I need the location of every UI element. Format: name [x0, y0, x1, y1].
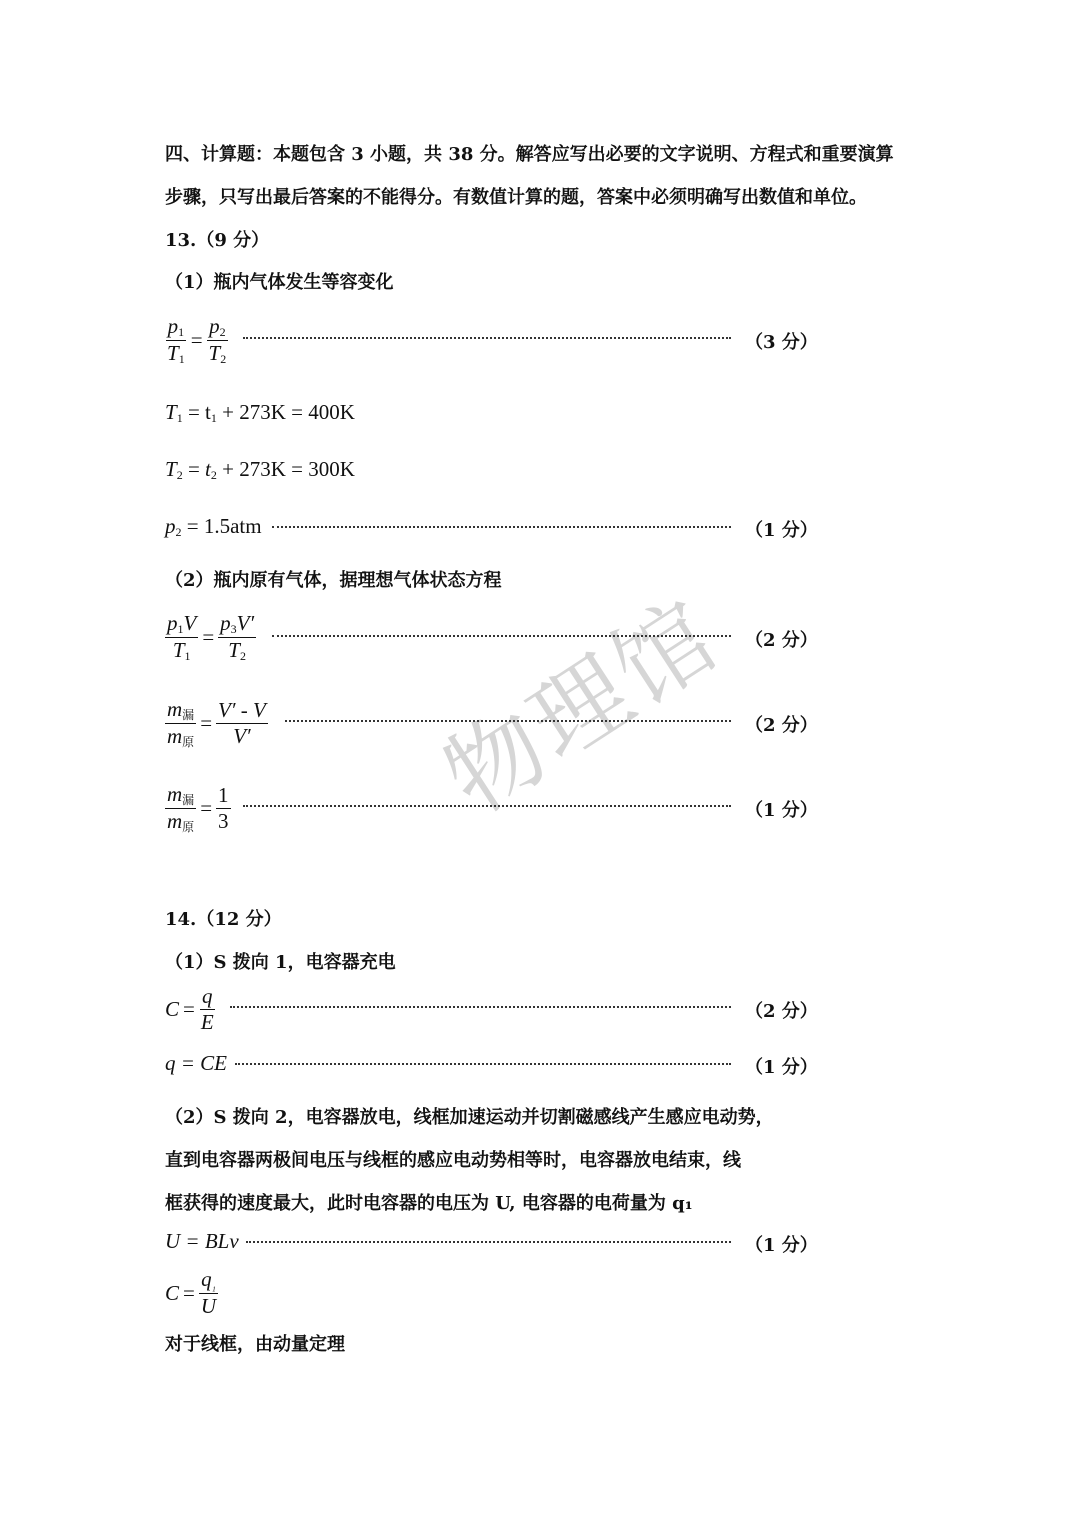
subscript-orig: 原 — [182, 820, 195, 835]
q13-score-2: （1 分） — [745, 520, 818, 541]
eq-p2-value: = 1.5atm — [181, 514, 262, 538]
dotted-leader — [272, 526, 731, 528]
q13-score-4: （2 分） — [745, 715, 818, 736]
q14-part2-line-1: （2）S 拨向 2，电容器放电，线框加速运动并切割磁感线产生感应电动势， — [165, 1107, 774, 1128]
ratio-numerator: V′ - V — [216, 699, 268, 724]
q13-equation-T2: $T_2 = t_2 + 273K = 300K$ — [165, 457, 355, 482]
eq-t1-prefix: = t — [187, 400, 211, 424]
dotted-leader — [235, 1063, 731, 1065]
q13-equation-p1-over-t1: $\frac{p_1}{T_1}$ = $\frac{p_2}{T_2}$ — [167, 314, 227, 367]
q14-equation-capacitance-2: C = $\frac{\text{q₁}}{U}$ — [165, 1267, 217, 1319]
q14-part1-heading: （1）S 拨向 1，电容器充电 — [165, 952, 396, 973]
dotted-leader — [243, 805, 731, 807]
q13-score-5: （1 分） — [745, 800, 818, 821]
result-denominator: 3 — [218, 809, 229, 834]
q14-title: 14.（12 分） — [165, 909, 282, 930]
q14-equation-voltage: U = BLv — [165, 1229, 239, 1253]
dotted-leader — [285, 720, 731, 722]
q14-equation-capacitance: C = $\frac{q}{E}$ — [165, 984, 214, 1035]
q14-last-line: 对于线框，由动量定理 — [165, 1334, 345, 1355]
q13-part2-heading: （2）瓶内原有气体，据理想气体状态方程 — [165, 570, 502, 591]
q14-part2-line-3: 框获得的速度最大，此时电容器的电压为 U, 电容器的电荷量为 q₁ — [165, 1193, 693, 1214]
q14-equation-charge: q = CE — [165, 1051, 228, 1075]
q13-equation-p2: $p_2 = 1.5atm$ — [165, 514, 262, 539]
q14-score-3: （1 分） — [745, 1235, 818, 1256]
dotted-leader — [246, 1241, 731, 1243]
instructions-line-2: 步骤，只写出最后答案的不能得分。有数值计算的题，答案中必须明确写出数值和单位。 — [165, 187, 867, 208]
q14-score-1: （2 分） — [745, 1001, 818, 1022]
dotted-leader — [272, 635, 731, 637]
instructions-line-1: 四、计算题：本题包含 3 小题，共 38 分。解答应写出必要的文字说明、方程式和重要演算 — [165, 144, 894, 165]
eq-t1-rest: + 273K = 400K — [216, 400, 355, 424]
q13-part1-heading: （1）瓶内气体发生等容变化 — [165, 272, 394, 293]
q13-equation-gas-law: $\frac{p_1V}{T_1}$ = $\frac{p_3V'}{T_2}$ — [167, 611, 255, 664]
ratio-denominator: V′ — [233, 724, 251, 749]
dotted-leader — [230, 1006, 731, 1008]
q13-equation-mass-result: $\frac{m_漏}{m_原}$ = $\frac{1}{3}$ — [167, 782, 229, 835]
q13-score-1: （3 分） — [745, 332, 818, 353]
q13-score-3: （2 分） — [745, 630, 818, 651]
eq-t2-rest: + 273K = 300K — [216, 457, 355, 481]
watermark: 物理馆 — [425, 578, 739, 836]
result-numerator: 1 — [216, 784, 231, 809]
q14-score-2: （1 分） — [745, 1057, 818, 1078]
q13-equation-mass-ratio: $\frac{m_漏}{m_原}$ = $\frac{V' - V}{V'}$ — [167, 697, 266, 750]
dotted-leader — [243, 337, 731, 339]
q13-equation-T1: $T_1 = t_1 + 273K = 400K$ — [165, 400, 355, 425]
subscript-leak: 漏 — [182, 708, 195, 722]
subscript-orig: 原 — [182, 735, 195, 750]
q14-part2-line-2: 直到电容器两极间电压与线框的感应电动势相等时，电容器放电结束，线 — [165, 1150, 741, 1171]
subscript-leak: 漏 — [182, 793, 195, 807]
q13-title: 13.（9 分） — [165, 230, 270, 251]
